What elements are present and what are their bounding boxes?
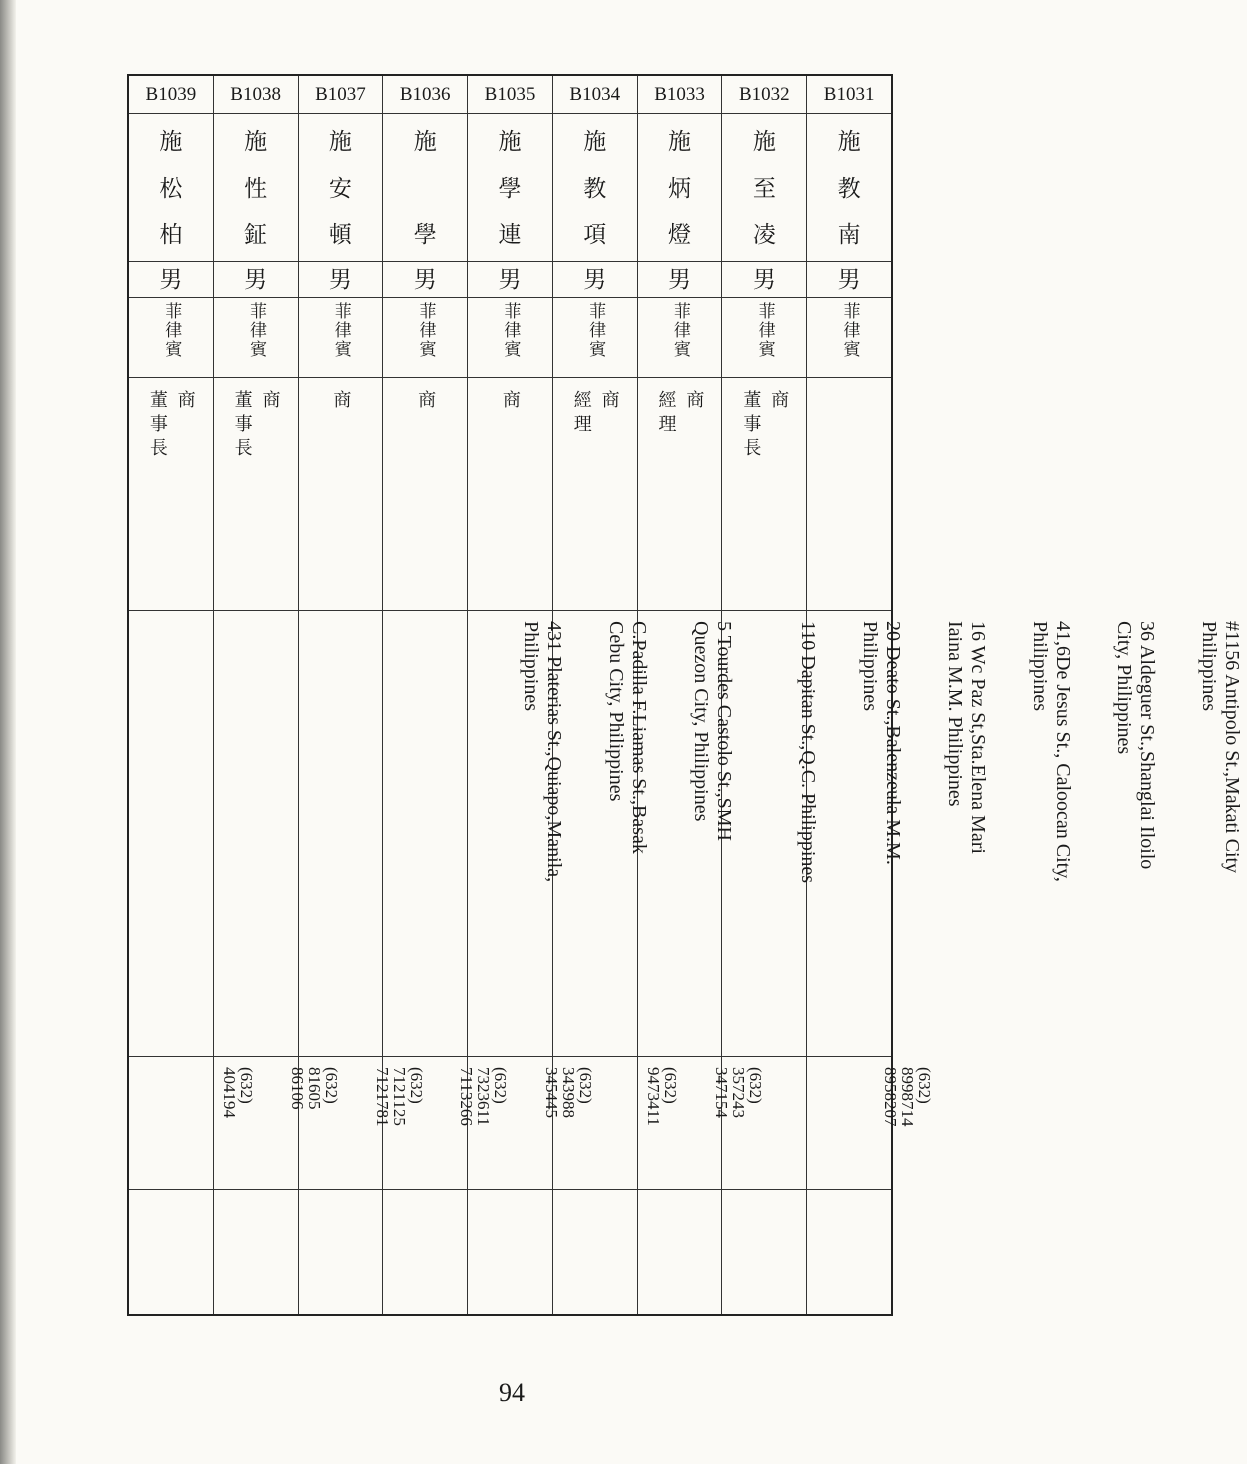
record-phone: (632) 357243 347154	[638, 1057, 722, 1190]
record-nationality: 菲律賓	[553, 298, 637, 378]
record-occupation	[722, 378, 806, 611]
record-nationality: 菲律賓	[129, 298, 213, 378]
name-char: 施	[413, 129, 437, 155]
occupation-title: 經理	[570, 390, 592, 438]
record-note	[129, 1190, 213, 1314]
record-phone: (632) 81605 86106	[214, 1057, 298, 1190]
record-phone: (632) 343988 345445	[468, 1057, 552, 1190]
record-name	[638, 114, 722, 262]
record-nationality: 菲律賓	[383, 298, 467, 378]
record-address: C.Padilla F.Liamas St.,Basak Cebu City, Philippines	[214, 611, 298, 1057]
record-sex: 男	[553, 262, 637, 298]
name-char: 凌	[752, 222, 776, 248]
record-id: B1036	[383, 76, 467, 114]
page-number: 94	[499, 1378, 525, 1407]
name-char: 項	[583, 222, 607, 248]
record-occupation	[807, 378, 891, 611]
record-phone: (632) 8998714 8958207	[807, 1057, 891, 1190]
name-char: 施	[668, 129, 692, 155]
record-phone: (632) 9473411	[553, 1057, 637, 1190]
record-occupation	[383, 378, 467, 611]
name-char: 燈	[668, 222, 692, 248]
record-nationality: 菲律賓	[468, 298, 552, 378]
name-char: 性	[244, 175, 268, 202]
record-id: B1031	[807, 76, 891, 114]
record-id: B1035	[468, 76, 552, 114]
record-sex: 男	[214, 262, 298, 298]
occupation-text: 商	[598, 390, 620, 414]
record-note	[553, 1190, 637, 1314]
record-address: 41,6De Jesus St., Caloocan City, Philippines	[638, 611, 722, 1057]
record-nationality: 菲律賓	[638, 298, 722, 378]
record-id: B1039	[129, 76, 213, 114]
record-note	[638, 1190, 722, 1314]
record-name	[722, 114, 806, 262]
name-char: 連	[498, 222, 522, 248]
record-name	[129, 114, 213, 262]
member-register-table	[127, 74, 1244, 1316]
name-char: 柏	[159, 222, 183, 248]
name-char: 施	[837, 129, 861, 155]
record-id: B1034	[553, 76, 637, 114]
occupation-title: 董事長	[231, 390, 253, 462]
record-name	[468, 114, 552, 262]
record-id: B1037	[299, 76, 383, 114]
name-char: 施	[159, 129, 183, 155]
name-char: 施	[498, 129, 522, 155]
record-name	[553, 114, 637, 262]
record-name	[214, 114, 298, 262]
record-note	[383, 1190, 467, 1314]
record-nationality: 菲律賓	[299, 298, 383, 378]
record-sex: 男	[722, 262, 806, 298]
name-char: 學	[413, 222, 437, 248]
record-nationality: 菲律賓	[722, 298, 806, 378]
record-sex: 男	[383, 262, 467, 298]
occupation-text: 商	[330, 390, 352, 414]
name-char: 松	[159, 175, 183, 202]
record-id: B1033	[638, 76, 722, 114]
record-occupation	[214, 378, 298, 611]
occupation-text: 商	[768, 390, 790, 414]
record-note	[299, 1190, 383, 1314]
occupation-text: 商	[499, 390, 521, 414]
name-char: 施	[752, 129, 776, 155]
name-char: 鉦	[244, 222, 268, 248]
name-char: 頓	[328, 222, 352, 248]
record-sex: 男	[468, 262, 552, 298]
name-char: 南	[837, 222, 861, 248]
record-sex: 男	[299, 262, 383, 298]
record-name	[299, 114, 383, 262]
record-occupation	[299, 378, 383, 611]
record-address: 431 Platerias St.,Quiapo,Manila, Philippines	[129, 611, 213, 1057]
record-name	[383, 114, 467, 262]
record-occupation	[468, 378, 552, 611]
occupation-text: 商	[683, 390, 705, 414]
record-address: 36 Aldeguer St.,Shanglai Iloilo City, Philippines	[722, 611, 806, 1057]
occupation-title: 經理	[655, 390, 677, 438]
record-occupation	[129, 378, 213, 611]
record-sex: 男	[638, 262, 722, 298]
record-phone: (632) 7323611 7113266	[383, 1057, 467, 1190]
record-name	[807, 114, 891, 262]
name-char: 施	[583, 129, 607, 155]
record-note	[468, 1190, 552, 1314]
name-char: 教	[583, 175, 607, 202]
record-note	[214, 1190, 298, 1314]
record-address: 20 Deato St.,Balenzeula M.M. Philippines	[468, 611, 552, 1057]
record-address: 110 Dapitan St.,Q.C. Philippines	[383, 611, 467, 1057]
record-address: #1156 Antipolo St.,Makati City Philippines	[807, 611, 891, 1057]
name-char: 學	[498, 175, 522, 202]
record-nationality: 菲律賓	[214, 298, 298, 378]
record-nationality: 菲律賓	[807, 298, 891, 378]
name-char: 施	[328, 129, 352, 155]
record-address: 5 Tourdes Castolo St.,SMH Quezon City, Philippines	[299, 611, 383, 1057]
name-char: 至	[752, 175, 776, 202]
record-sex: 男	[129, 262, 213, 298]
record-occupation	[638, 378, 722, 611]
name-char: 炳	[668, 175, 692, 202]
record-note	[722, 1190, 806, 1314]
record-phone: (632) 404194	[129, 1057, 213, 1190]
record-sex: 男	[807, 262, 891, 298]
occupation-title: 董事長	[740, 390, 762, 462]
record-address: 16 Wc Paz St,Sta.Elena Mari Iaina M.M. Philippines	[553, 611, 637, 1057]
record-phone: (632) 7121125 7121781	[299, 1057, 383, 1190]
occupation-text: 商	[415, 390, 437, 414]
record-note	[807, 1190, 891, 1314]
record-id: B1038	[214, 76, 298, 114]
occupation-text: 商	[259, 390, 281, 414]
name-char: 安	[328, 175, 352, 202]
name-char: 施	[244, 129, 268, 155]
record-id: B1032	[722, 76, 806, 114]
name-char: 教	[837, 175, 861, 202]
record-occupation	[553, 378, 637, 611]
book-binding-edge	[0, 0, 16, 1464]
occupation-title: 董事長	[146, 390, 168, 462]
occupation-text: 商	[174, 390, 196, 414]
